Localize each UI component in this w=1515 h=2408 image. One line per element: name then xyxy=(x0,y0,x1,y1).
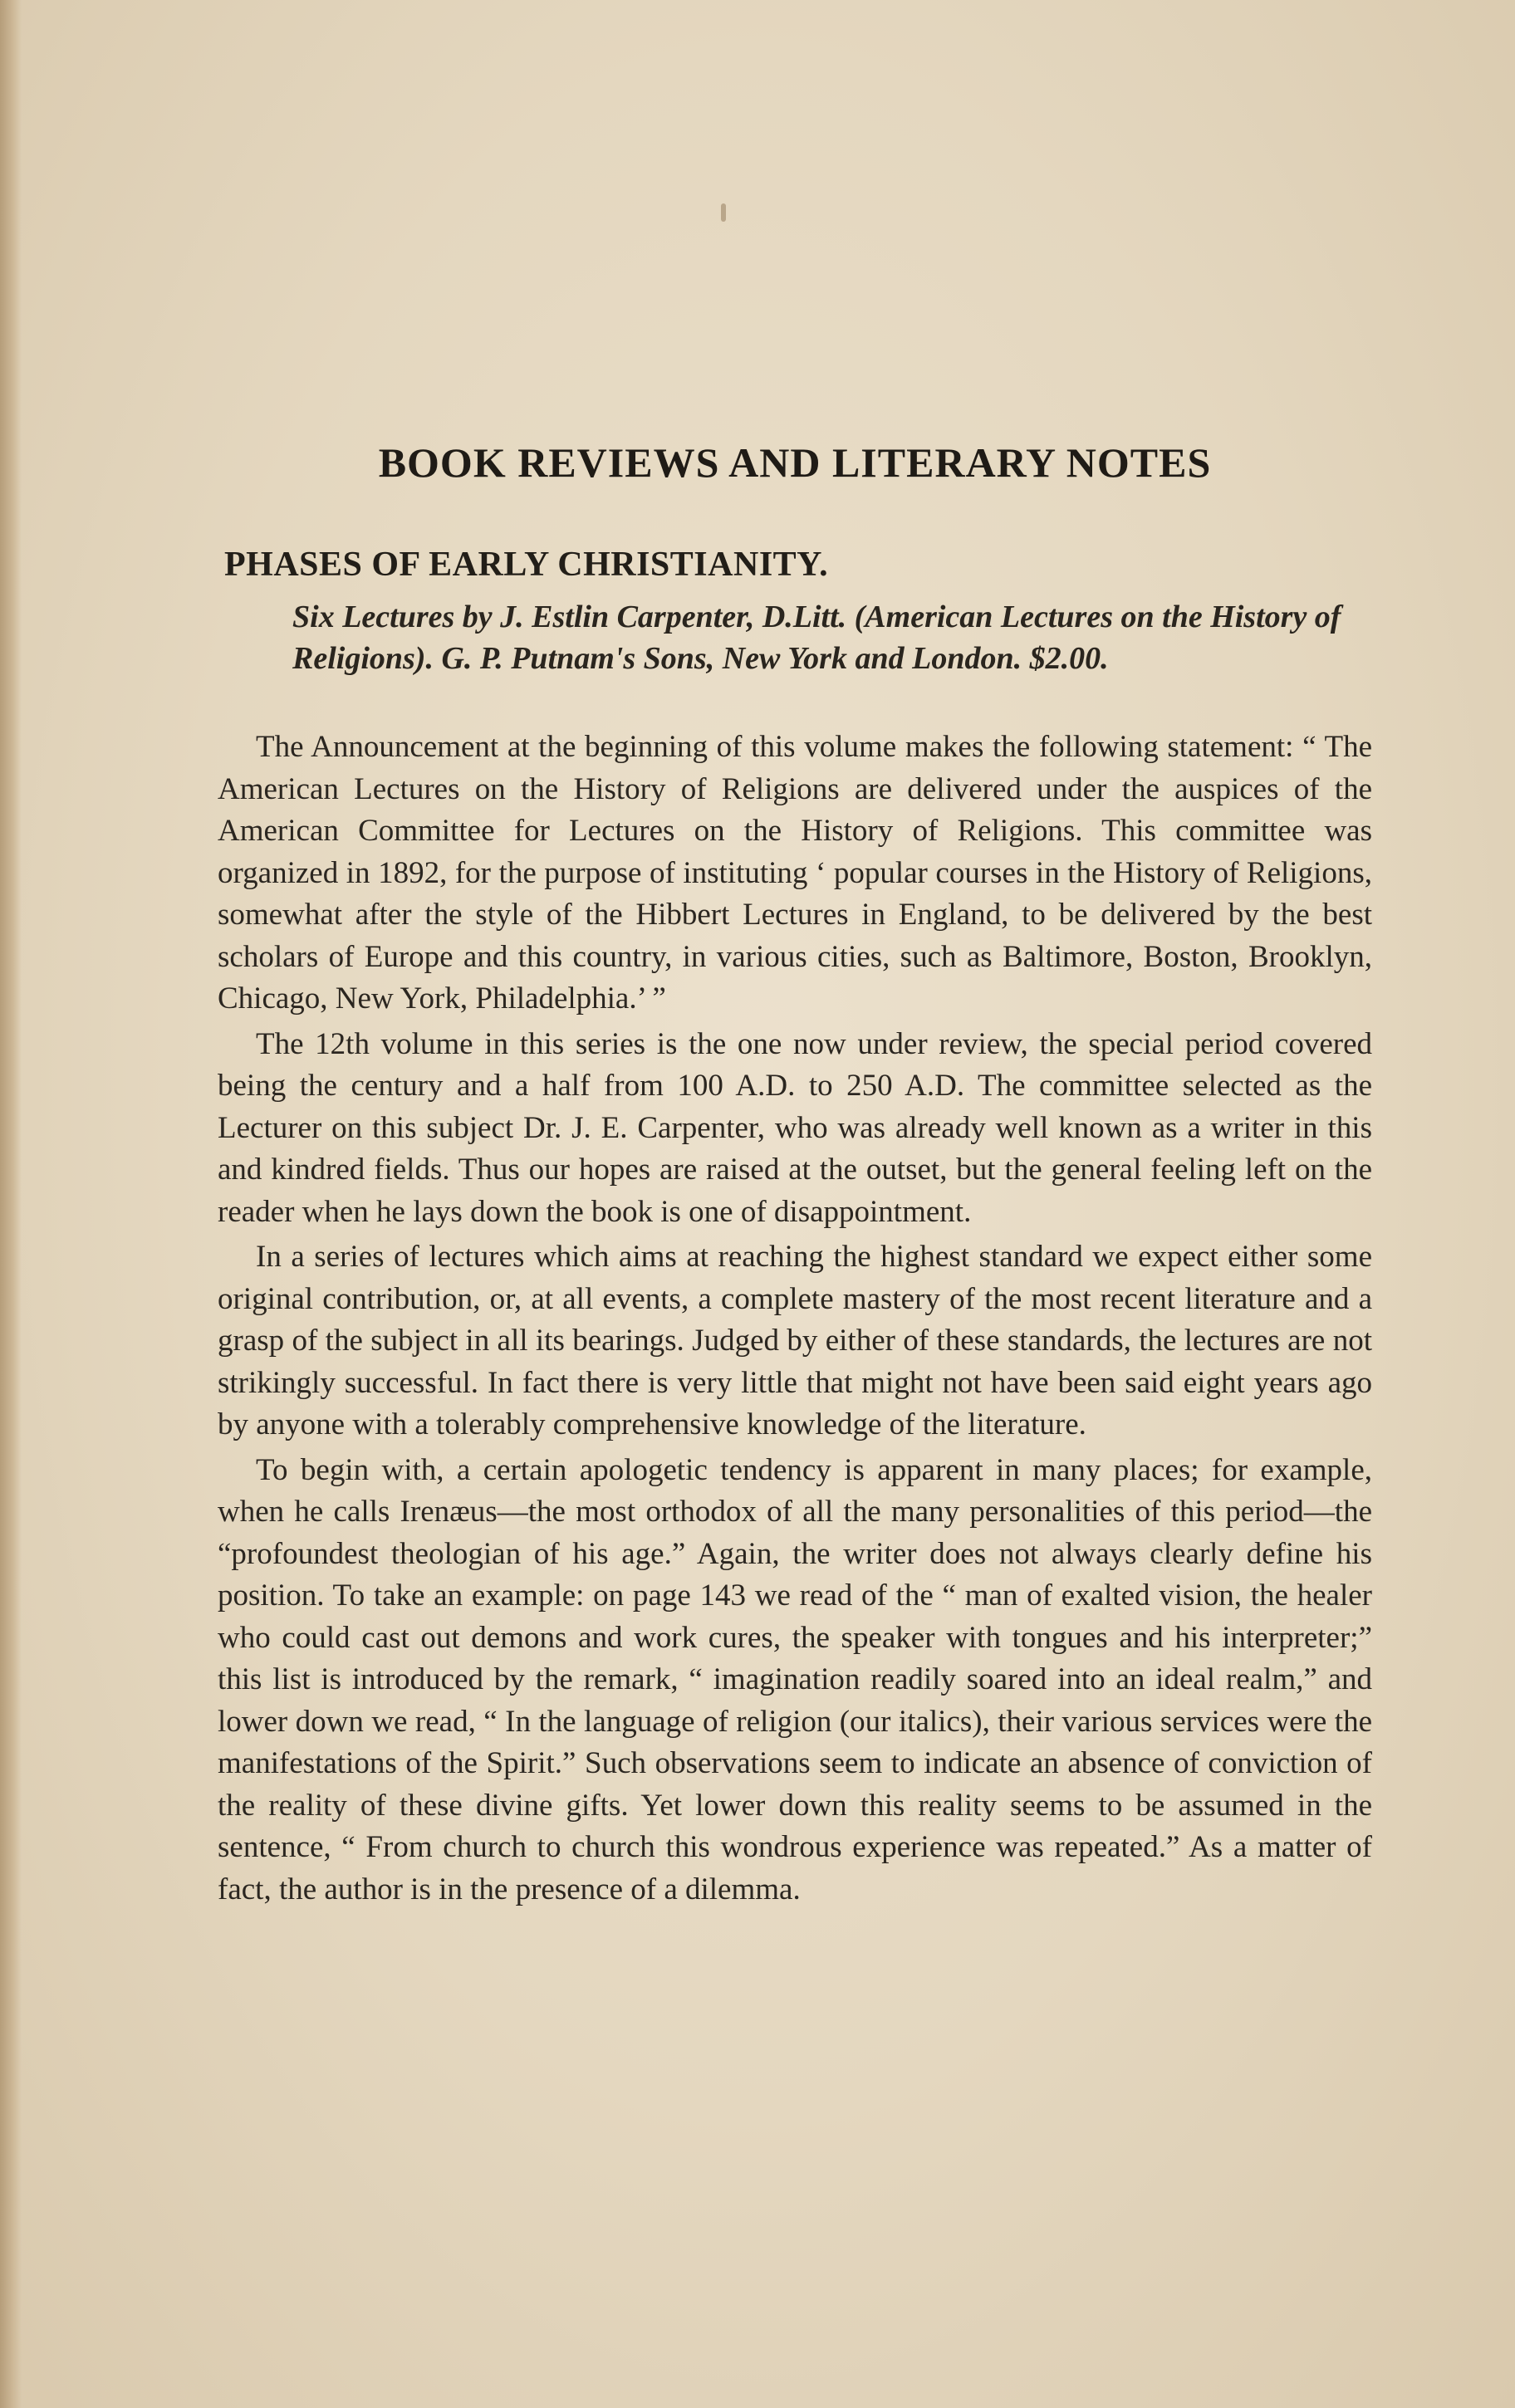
paragraph: In a series of lectures which aims at reaching the highest standard we expect either some original contribution, or, at all events, a complete mastery of the most recent literature and a grasp of the subject in all its bearings. Judged by either of these standards, the lectures are not strikingly successful. In fact there is very little that might not have been said eight years ago by anyone with a tolerably comprehensive knowledge of the literature. xyxy=(218,1240,1372,1441)
article-body xyxy=(218,727,1372,1914)
paragraph: To begin with, a certain apologetic tendency is apparent in many places; for example, when he calls Irenæus—the most orthodox of all the many personalities of this period—the “profoundest theologian of his age.” Again, the writer does not always clearly define his position. To take an example: on page 143 we read of the “ man of exalted vision, the healer who could cast out demons and work cures, the speaker with tongues and his interpreter;” this list is introduced by the remark, “ imagination readily soared into an ideal realm,” and lower down we read, “ In the language of religion (our italics), their various services were the manifestations of the Spirit.” Such observations seem to indicate an absence of conviction of the reality of these divine gifts. Yet lower down this reality seems to be assumed in the sentence, “ From church to church this wondrous experience was repeated.” As a matter of fact, the author is in the presence of a dilemma. xyxy=(218,1452,1372,1906)
paragraph: The Announcement at the beginning of this volume makes the following statement: “ The American Lectures on the History of Religions are delivered under the auspices of the American Committee for Lectures on the History of Religions. This committee was organized in 1892, for the purpose of instituting ‘ popular courses in the History of Religions, somewhat after the style of the Hibbert Lectures in England, to be delivered by the best scholars of Europe and this country, in various cities, such as Baltimore, Boston, Brooklyn, Chicago, New York, Philadelphia.’ ” xyxy=(218,730,1372,1016)
article-byline: Six Lectures by J. Estlin Carpenter, D.Litt. (American Lectures on the History of Religions). G. P. Putnam's Sons, New York and London. $2.00. xyxy=(292,600,1341,676)
ink-mark xyxy=(721,203,726,222)
section-heading: BOOK REVIEWS AND LITERARY NOTES xyxy=(378,439,1212,486)
page-edge-shadow xyxy=(0,0,22,2408)
article-title: PHASES OF EARLY CHRISTIANITY. xyxy=(224,546,829,584)
paragraph: The 12th volume in this series is the one now under review, the special period covered being the century and a half from 100 A.D. to 250 A.D. The committee selected as the Lecturer on this subject Dr. J. E. Carpenter, who was already well known as a writer in this and kindred fields. Thus our hopes are raised at the outset, but the general feeling left on the reader when he lays down the book is one of disappointment. xyxy=(218,1026,1372,1229)
